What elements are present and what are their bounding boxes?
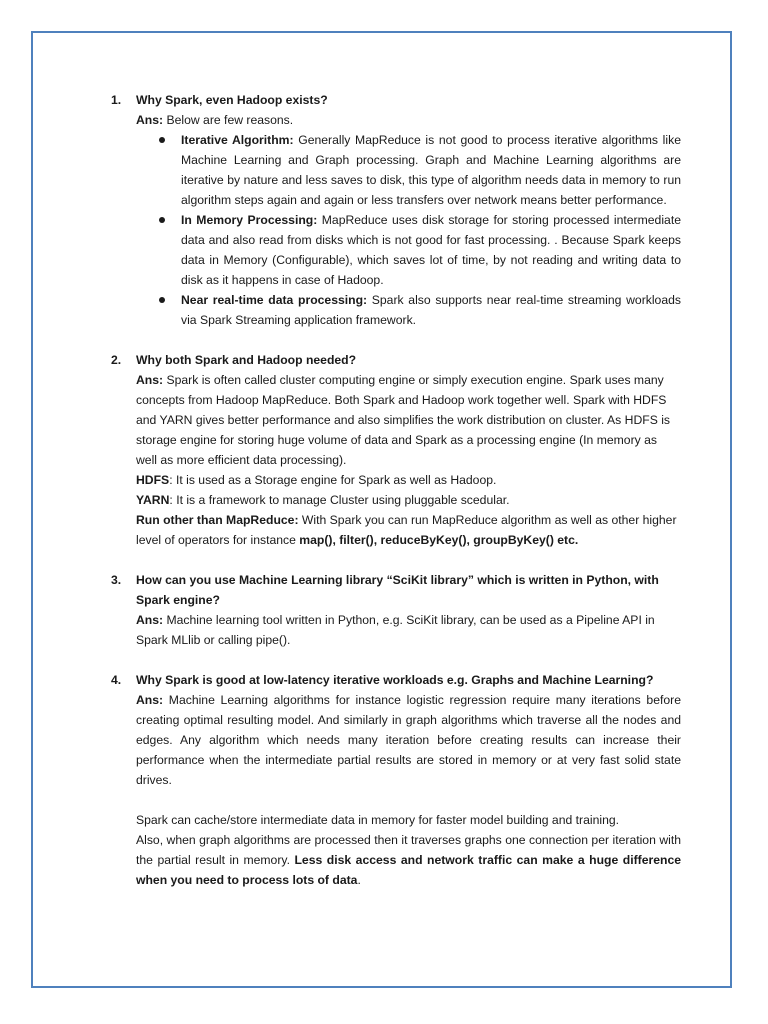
hdfs-label: HDFS: [136, 473, 170, 487]
question-title: How can you use Machine Learning library “SciKit library” which is written in Python, with Spark engine?: [136, 573, 659, 607]
question-1: [111, 90, 681, 330]
graph-emphasis: Less disk access and network traffic can make a huge difference when you need to process lots of data: [136, 853, 681, 887]
yarn-line: [136, 490, 681, 510]
hdfs-line: [136, 470, 681, 490]
answer-label: Ans:: [136, 113, 164, 127]
question-3: [111, 570, 681, 650]
question-4: [111, 670, 681, 890]
yarn-label: YARN: [136, 493, 170, 507]
bullet-icon: [159, 137, 165, 143]
reasons-list: [136, 130, 681, 330]
hdfs-text: : It is used as a Storage engine for Spark as well as Hadoop.: [169, 473, 497, 487]
answer-label: Ans:: [136, 373, 164, 387]
question-number: 3.: [111, 573, 122, 587]
graph-end: .: [357, 873, 361, 887]
graph-text: Also, when graph algorithms are processed then it traverses graphs one connection per iteration with the partial result in memory.: [136, 833, 681, 867]
answer-label: Ans:: [136, 613, 164, 627]
answer-paragraph: [136, 370, 681, 470]
answer-text: Machine learning tool written in Python, e.g. SciKit library, can be used as a Pipeline API in Spark MLlib or calling pipe().: [136, 613, 655, 647]
question-number: 1.: [111, 93, 122, 107]
graph-paragraph: [136, 830, 681, 890]
run-text: With Spark you can run MapReduce algorithm as well as other higher level of operators for instance: [136, 513, 677, 547]
run-paragraph: [136, 510, 681, 550]
question-title: Why Spark, even Hadoop exists?: [136, 93, 328, 107]
yarn-text: : It is a framework to manage Cluster using pluggable scedular.: [169, 493, 510, 507]
document-body: [111, 90, 681, 890]
cache-paragraph: Spark can cache/store intermediate data in memory for faster model building and training.: [136, 813, 620, 827]
answer-paragraph: [136, 610, 681, 650]
run-operators: map(), filter(), reduceByKey(), groupByKey() etc.: [299, 533, 579, 547]
bullet-text: MapReduce uses disk storage for storing processed intermediate data and also read from disks which is not good for fast processing. . Because Spark keeps data in Memory (Configurable), which saves lot of time, by not reading and writing data to disk as it happens in case of Hadoop.: [181, 213, 681, 287]
answer-text: Below are few reasons.: [163, 113, 294, 127]
answer-text: Spark is often called cluster computing engine or simply execution engine. Spark uses many concepts from Hadoop MapReduce. Both Spark and Hadoop work together well. Spark with HDFS and YARN gives better performance and also simplifies the work distribution on cluster. As HDFS is storage engine for storing huge volume of data and Spark as a processing engine (In memory as well as more efficient data processing).: [136, 373, 671, 467]
question-number: 2.: [111, 353, 122, 367]
answer-label: Ans:: [136, 693, 164, 707]
bullet-label: Near real-time data processing:: [181, 293, 368, 307]
run-label: Run other than MapReduce:: [136, 513, 299, 527]
question-title: Why Spark is good at low-latency iterative workloads e.g. Graphs and Machine Learning?: [136, 673, 654, 687]
list-item: [181, 290, 681, 330]
bullet-label: Iterative Algorithm:: [181, 133, 294, 147]
bullet-icon: [159, 297, 165, 303]
bullet-icon: [159, 217, 165, 223]
question-title: Why both Spark and Hadoop needed?: [136, 353, 357, 367]
question-2: [111, 350, 681, 550]
bullet-text: Generally MapReduce is not good to process iterative algorithms like Machine Learning and Graph processing. Graph and Machine Learning algorithms are iterative by nature and less saves to disk, this type of algorithm needs data in memory to run algorithm steps again and again or less transfers over network means better performance.: [181, 133, 681, 207]
bullet-text: Spark also supports near real-time streaming workloads via Spark Streaming application framework.: [181, 293, 681, 327]
bullet-label: In Memory Processing:: [181, 213, 318, 227]
question-number: 4.: [111, 673, 122, 687]
list-item: [181, 130, 681, 210]
list-item: [181, 210, 681, 290]
answer-intro: [136, 110, 681, 130]
answer-text: Machine Learning algorithms for instance logistic regression require many iterations before creating optimal resulting model. And similarly in graph algorithms which traverse all the nodes and edges. Any algorithm which needs many iteration before creating results can increase their performance when the intermediate partial results are stored in memory or at very fast solid state drives.: [136, 693, 681, 787]
answer-paragraph: [136, 690, 681, 790]
